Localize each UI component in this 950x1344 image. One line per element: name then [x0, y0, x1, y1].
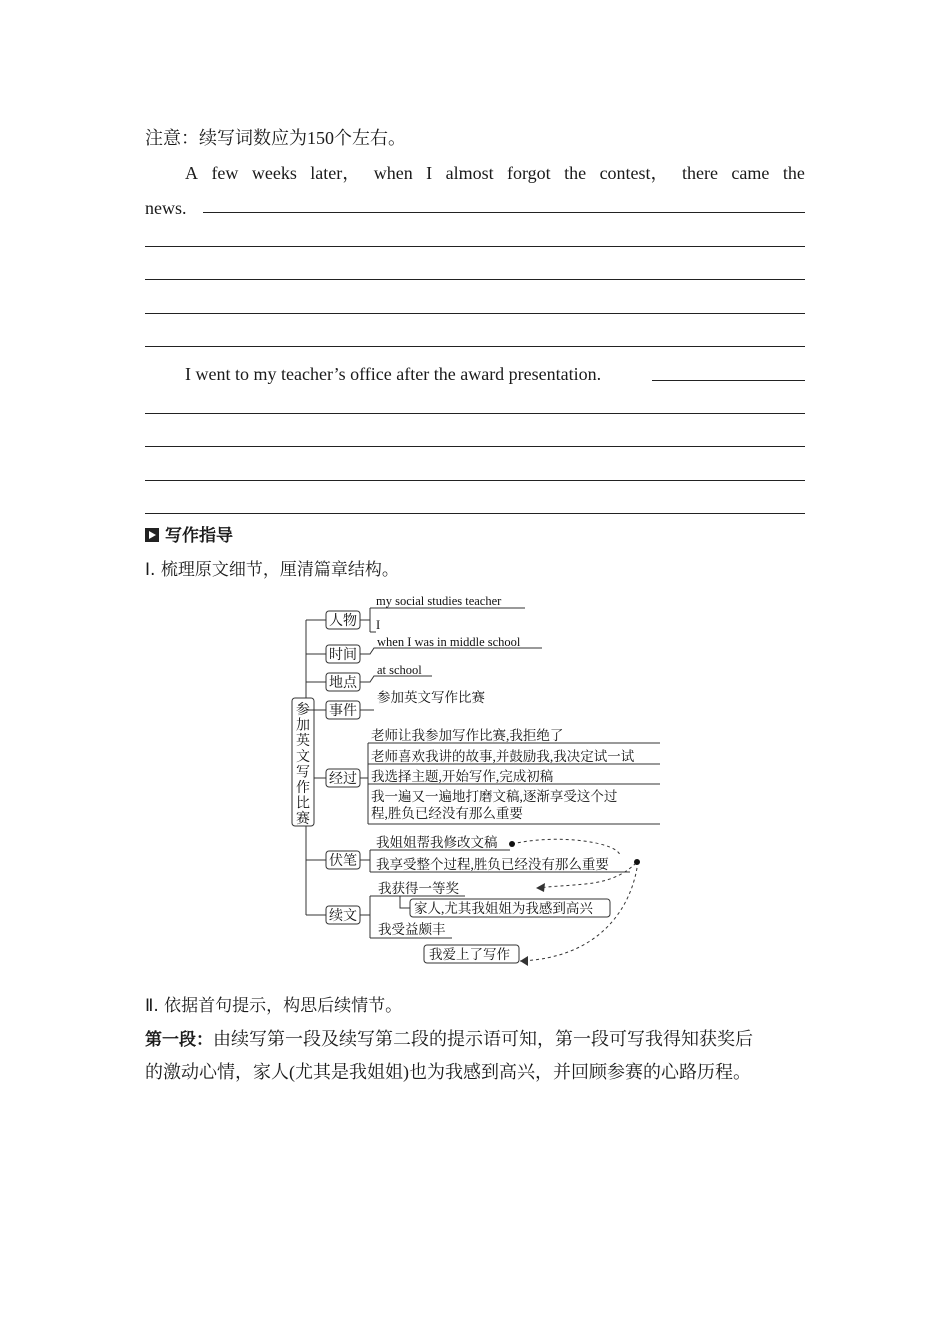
analysis-text-1: 由续写第一段及续写第二段的提示语可知，第一段可写我得知获奖后: [213, 1029, 753, 1049]
leaf-text: I: [376, 618, 381, 632]
answer-line[interactable]: [145, 413, 805, 414]
answer-line[interactable]: [145, 346, 805, 347]
prompt-word: A: [185, 163, 198, 183]
root-char: 写: [296, 765, 310, 781]
node-event: 事件: [329, 704, 357, 719]
root-label: [296, 702, 310, 827]
paragraph-label: 第一段：: [145, 1030, 213, 1050]
prompt-word: almost: [445, 163, 494, 183]
leaf-text: 老师喜欢我讲的故事,并鼓励我,我决定试一试: [371, 749, 635, 764]
guide-heading: 写作指导: [165, 526, 233, 546]
root-char: 比: [296, 796, 310, 812]
leaf-text: 老师让我参加写作比赛,我拒绝了: [371, 728, 564, 743]
play-icon: [145, 528, 159, 542]
prompt-word: came: [731, 163, 770, 183]
prompt-sentence-2: I went to my teacher’s office after the award presentation.: [185, 364, 602, 384]
prompt-word: weeks: [251, 163, 297, 183]
answer-line[interactable]: [145, 446, 805, 447]
leaf-text: 我爱上了写作: [429, 947, 510, 962]
prompt-word: the: [782, 163, 805, 183]
root-char: 作: [296, 781, 310, 796]
prompt-word: I: [426, 163, 433, 183]
analysis-line-2: 的激动心情，家人(尤其是我姐姐)也为我感到高兴，并回顾参赛的心路历程。: [145, 1062, 751, 1082]
prompt-word: the: [564, 163, 587, 183]
answer-line[interactable]: [145, 480, 805, 481]
root-char: 加: [296, 718, 310, 734]
root-char: 英: [296, 734, 310, 750]
node-place: 地点: [329, 676, 357, 691]
prompt-word: few: [211, 163, 239, 183]
root-char: 参: [296, 703, 310, 718]
leaf-text: 家人,尤其我姐姐为我感到高兴: [414, 901, 593, 916]
node-foreshadow: 伏笔: [329, 854, 357, 869]
node-characters: 人物: [329, 614, 357, 629]
root-char: 文: [296, 749, 310, 765]
answer-line[interactable]: [652, 380, 805, 381]
leaf-text: 我一遍又一遍地打磨文稿,逐渐享受这个过: [371, 789, 618, 804]
prompt-word: forgot: [507, 163, 551, 183]
leaf-text: 我选择主题,开始写作,完成初稿: [371, 769, 554, 784]
leaf-text: my social studies teacher: [376, 594, 502, 608]
prompt-word: later，: [310, 163, 361, 183]
analysis-line-1: [145, 1028, 753, 1051]
answer-line[interactable]: [145, 246, 805, 247]
section-2-title: Ⅱ. 依据首句提示，构思后续情节。: [145, 996, 403, 1016]
prompt-word: contest，: [599, 163, 669, 183]
answer-line[interactable]: [145, 313, 805, 314]
prompt-sentence-1-cont: news.: [145, 198, 187, 218]
answer-line[interactable]: [203, 212, 805, 213]
node-time: 时间: [329, 648, 357, 663]
node-continuation: 续文: [329, 909, 357, 924]
word-count-note: 注意：续写词数应为150个左右。: [145, 128, 406, 148]
prompt-sentence-1: [185, 162, 805, 184]
answer-line[interactable]: [145, 279, 805, 280]
answer-line[interactable]: [145, 513, 805, 514]
leaf-text: 我获得一等奖: [378, 881, 459, 896]
node-process: 经过: [329, 772, 357, 787]
root-char: 赛: [296, 812, 310, 828]
leaf-text: 参加英文写作比赛: [377, 690, 485, 705]
leaf-text: 我受益颇丰: [378, 922, 446, 937]
leaf-text: 程,胜负已经没有那么重要: [371, 806, 523, 821]
prompt-word: when: [373, 163, 413, 183]
leaf-text: when I was in middle school: [377, 635, 521, 649]
prompt-word: there: [682, 163, 718, 183]
section-1-title: Ⅰ. 梳理原文细节，厘清篇章结构。: [145, 560, 399, 580]
mind-map-diagram: [280, 588, 680, 978]
leaf-text: 我享受整个过程,胜负已经没有那么重要: [376, 857, 609, 872]
leaf-text: 我姐姐帮我修改文稿: [376, 835, 498, 850]
leaf-text: at school: [377, 663, 422, 677]
